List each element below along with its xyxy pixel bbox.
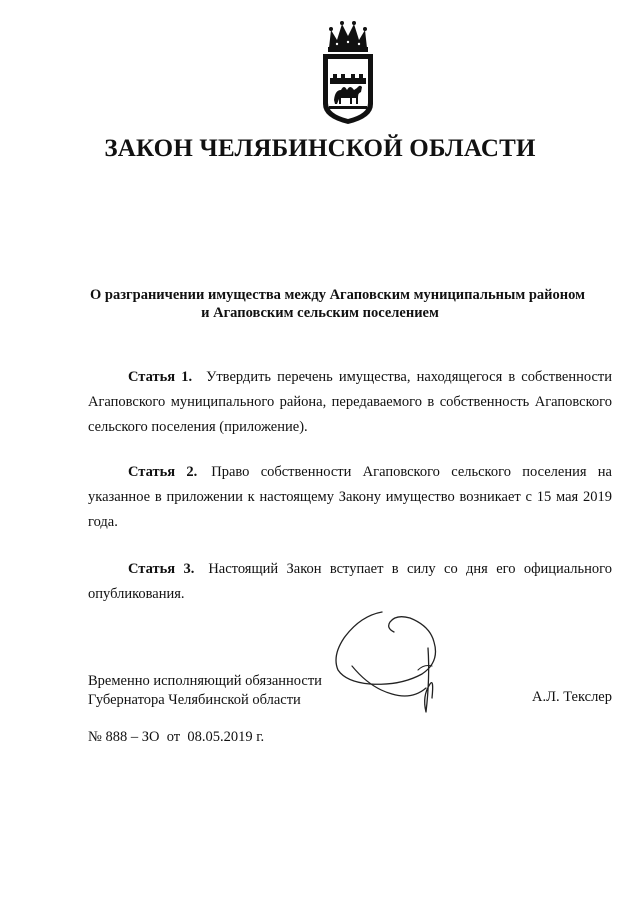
law-subject: [90, 286, 585, 322]
article-2: [88, 460, 612, 535]
handwritten-signature-icon: [330, 608, 445, 718]
signer-position: [88, 672, 322, 710]
article-3-label: Статья 3.: [128, 561, 195, 577]
coat-of-arms-icon: [317, 18, 379, 126]
signer-name: А.Л. Текслер: [532, 689, 612, 705]
article-3: [88, 557, 612, 607]
article-1-text: Утвердить перечень имущества, находящегося в собственности Агаповского муниципального района, передаваемого в собственность Агаповского сельского поселения (приложение).: [88, 369, 613, 435]
law-subject-line-2: и Агаповским сельским поселением: [201, 305, 439, 321]
article-2-label: Статья 2.: [128, 464, 198, 480]
article-1-label: Статья 1.: [128, 369, 193, 385]
signer-position-line-2: Губернатора Челябинской области: [88, 692, 301, 708]
signer-position-line-1: Временно исполняющий обязанности: [88, 673, 322, 689]
law-subject-line-1: О разграничении имущества между Агаповским муниципальным районом: [90, 287, 585, 303]
article-1: [88, 365, 612, 440]
law-number: № 888 – ЗО от 08.05.2019 г.: [88, 729, 265, 745]
article-3-text: Настоящий Закон вступает в силу со дня его официального опубликования.: [88, 561, 613, 602]
article-2-text: Право собственности Агаповского сельского поселения на указанное в приложении к настоящему Закону имущество возникает с 15 мая 2019 года.: [88, 464, 612, 530]
page-title: ЗАКОН ЧЕЛЯБИНСКОЙ ОБЛАСТИ: [104, 135, 536, 162]
